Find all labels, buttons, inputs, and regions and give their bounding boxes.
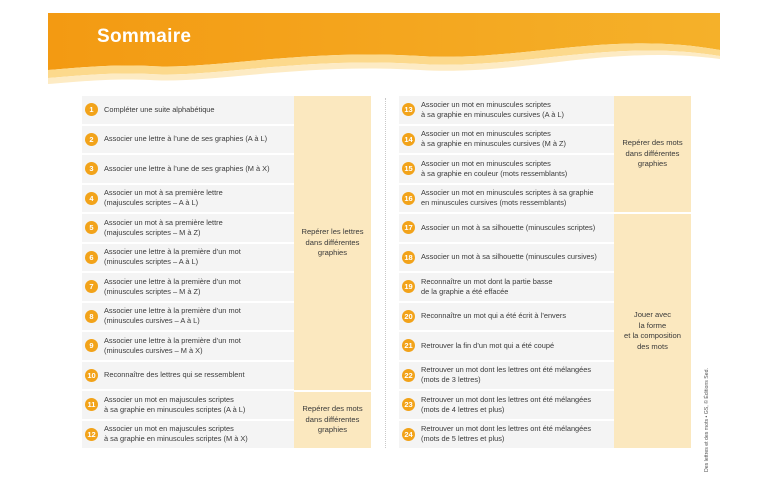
table-row [82, 244, 294, 272]
table-row [399, 244, 614, 272]
item-label: Associer un mot en minuscules scriptes à sa graphie en couleur (mots ressemblants) [421, 158, 568, 178]
item-label: Reconnaître des lettres qui se ressemblent [104, 370, 245, 380]
item-label: Associer un mot à sa silhouette (minuscules scriptes) [421, 222, 596, 232]
table-row [399, 185, 614, 213]
item-label: Associer une lettre à la première d’un mot (minuscules scriptes – A à L) [104, 247, 241, 267]
item-number-badge: 19 [402, 280, 415, 293]
category-left-top [294, 96, 371, 390]
item-label: Reconnaître un mot dont la partie basse de la graphie a été effacée [421, 276, 553, 296]
item-number-badge: 5 [85, 221, 98, 234]
item-label: Retrouver la fin d’un mot qui a été coupé [421, 340, 555, 350]
side-credit: Des lettres et des mots • GS, © Éditions Sed. [704, 368, 710, 472]
item-label: Associer un mot à sa première lettre (majuscules scriptes – M à Z) [104, 217, 223, 237]
item-label: Associer une lettre à la première d’un mot (minuscules scriptes – M à Z) [104, 276, 241, 296]
item-number-badge: 17 [402, 221, 415, 234]
item-label: Associer une lettre à la première d’un mot (minuscules cursives – A à L) [104, 306, 241, 326]
item-number-badge: 4 [85, 192, 98, 205]
column-divider [385, 98, 386, 448]
item-number-badge: 9 [85, 339, 98, 352]
item-number-badge: 24 [402, 428, 415, 441]
item-label: Reconnaître un mot qui a été écrit à l’envers [421, 311, 567, 321]
item-label: Associer une lettre à l’une de ses graphies (A à L) [104, 134, 268, 144]
table-row [399, 214, 614, 242]
item-number-badge: 1 [85, 103, 98, 116]
category-left-bottom-label: Repérer des mots dans différentes graphies [302, 404, 363, 435]
item-number-badge: 21 [402, 339, 415, 352]
item-number-badge: 14 [402, 133, 415, 146]
item-number-badge: 18 [402, 251, 415, 264]
item-number-badge: 23 [402, 398, 415, 411]
item-number-badge: 20 [402, 310, 415, 323]
item-label: Associer un mot en majuscules scriptes à sa graphie en minuscules scriptes (M à X) [104, 424, 248, 444]
item-label: Associer une lettre à la première d’un mot (minuscules cursives – M à X) [104, 335, 241, 355]
item-label: Retrouver un mot dont les lettres ont été mélangées (mots de 3 lettres) [421, 365, 592, 385]
table-row [82, 332, 294, 360]
table-row [82, 214, 294, 242]
table-row [82, 303, 294, 331]
item-number-badge: 16 [402, 192, 415, 205]
category-right-bottom [614, 214, 691, 448]
item-label: Associer un mot en minuscules scriptes à sa graphie en minuscules cursives (A à L) [421, 99, 564, 119]
item-number-badge: 22 [402, 369, 415, 382]
item-label: Retrouver un mot dont les lettres ont été mélangées (mots de 5 lettres et plus) [421, 424, 592, 444]
table-row [399, 303, 614, 331]
item-number-badge: 8 [85, 310, 98, 323]
table-row [399, 273, 614, 301]
item-label: Compléter une suite alphabétique [104, 104, 215, 114]
category-right-top-label: Repérer des mots dans différentes graphies [622, 138, 683, 169]
item-number-badge: 6 [85, 251, 98, 264]
table-row [82, 273, 294, 301]
table-row [399, 96, 614, 124]
header-banner [0, 0, 768, 95]
category-right-bottom-label: Jouer avec la forme et la composition des mots [624, 310, 681, 351]
table-row [399, 155, 614, 183]
table-row [399, 126, 614, 154]
item-label: Associer un mot à sa silhouette (minuscules cursives) [421, 252, 597, 262]
category-left-top-label: Repérer les lettres dans différentes graphies [301, 227, 364, 258]
table-row [82, 126, 294, 154]
item-label: Associer un mot en minuscules scriptes à sa graphie en minuscules cursives (M à Z) [421, 129, 566, 149]
table-row [399, 391, 614, 419]
item-number-badge: 15 [402, 162, 415, 175]
item-number-badge: 11 [85, 398, 98, 411]
table-row [399, 421, 614, 449]
item-number-badge: 2 [85, 133, 98, 146]
table-row [82, 155, 294, 183]
item-label: Associer une lettre à l’une de ses graphies (M à X) [104, 163, 270, 173]
table-row [82, 96, 294, 124]
item-number-badge: 10 [85, 369, 98, 382]
item-label: Associer un mot en minuscules scriptes à sa graphie en minuscules cursives (mots ressemblants) [421, 188, 594, 208]
category-left-bottom [294, 392, 371, 448]
table-row [399, 332, 614, 360]
table-row [82, 421, 294, 449]
item-label: Retrouver un mot dont les lettres ont été mélangées (mots de 4 lettres et plus) [421, 394, 592, 414]
item-label: Associer un mot en majuscules scriptes à sa graphie en minuscules scriptes (A à L) [104, 394, 246, 414]
item-number-badge: 12 [85, 428, 98, 441]
page-title: Sommaire [97, 26, 192, 47]
table-row [399, 362, 614, 390]
table-row [82, 391, 294, 419]
item-number-badge: 13 [402, 103, 415, 116]
table-row [82, 185, 294, 213]
item-number-badge: 7 [85, 280, 98, 293]
item-label: Associer un mot à sa première lettre (majuscules scriptes – A à L) [104, 188, 223, 208]
table-row [82, 362, 294, 390]
item-number-badge: 3 [85, 162, 98, 175]
category-right-top [614, 96, 691, 212]
